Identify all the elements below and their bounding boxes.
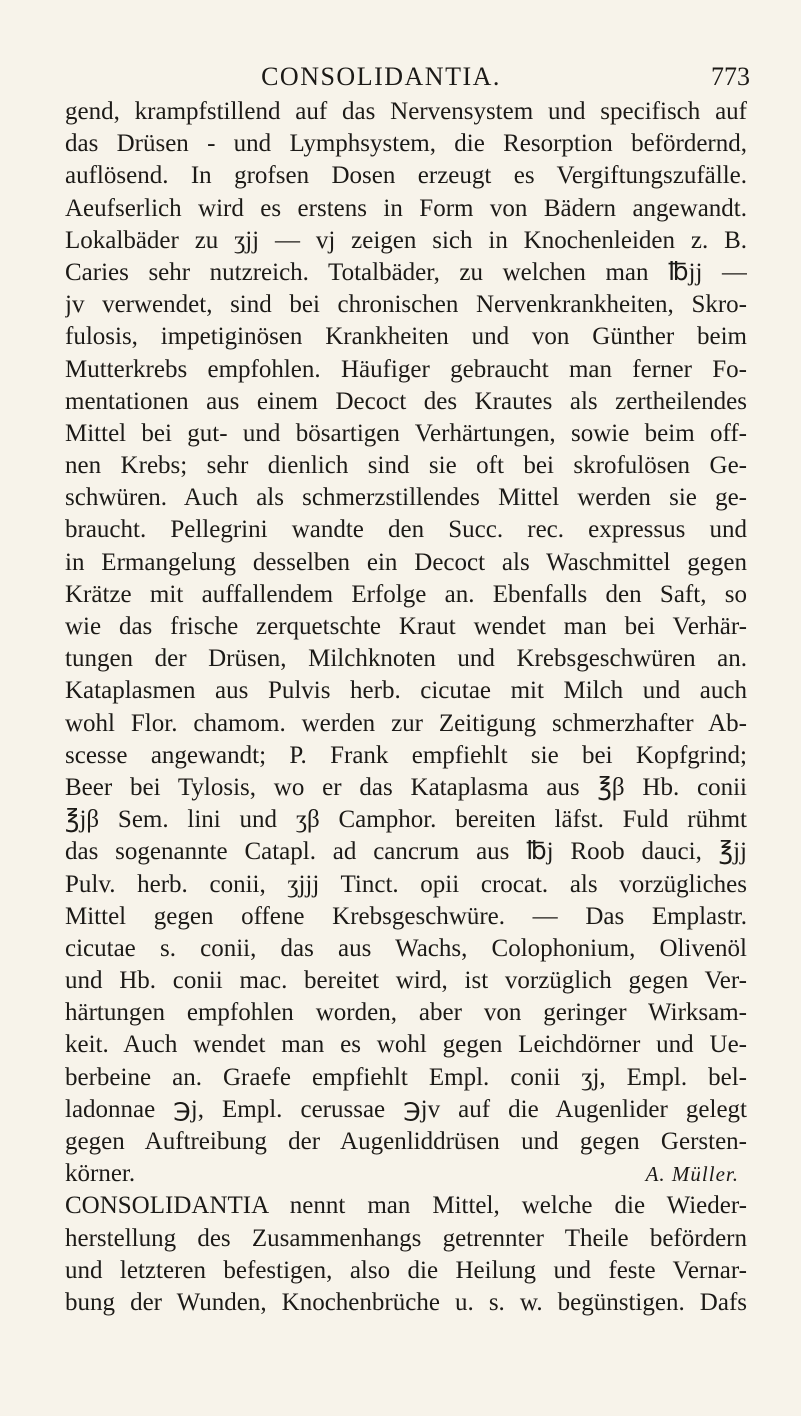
text-line: wohl Flor. chamom. werden zur Zeitigung schmerzhafter Ab- [65,709,747,737]
page-number: 773 [711,62,750,91]
text-line: auflösend. In grofsen Dosen erzeugt es Vergiftungszufälle. [65,162,747,190]
text-line: gend, krampfstillend auf das Nervensystem und specifisch auf [65,98,747,125]
text-line: bung der Wunden, Knochenbrüche u. s. w. begünstigen. Dafs [65,1288,747,1316]
text-line: Krätze mit auffallendem Erfolge an. Ebenfalls den Saft, so [65,580,747,608]
text-line: nen Krebs; sehr dienlich sind sie oft bei skrofulösen Ge- [65,452,747,480]
text-line: und letzteren befestigen, also die Heilung und feste Vernar- [65,1256,747,1284]
text-line: keit. Auch wendet man es wohl gegen Leichdörner und Ue- [65,1031,747,1059]
text-line: tungen der Drüsen, Milchknoten und Krebsgeschwüren an. [65,645,747,673]
text-line: mentationen aus einem Decoct des Krautes als zertheilendes [65,387,747,415]
text-line: in Ermangelung desselben ein Decoct als Waschmittel gegen [65,548,747,576]
text-line: Kataplasmen aus Pulvis herb. cicutae mit Milch und auch [65,677,747,705]
text-line: CONSOLIDANTIA nennt man Mittel, welche die Wieder- [65,1192,747,1220]
text-line: gegen Auftreibung der Augenliddrüsen und gegen Gersten- [65,1128,747,1155]
text-line: ℥jβ Sem. lini und ʒβ Camphor. bereiten läfst. Fuld rühmt [65,806,747,834]
author-signature: A. Müller. [645,1162,739,1187]
text-line-with-signature [65,1158,747,1190]
text-line: das sogenannte Catapl. ad cancrum aus ℔j Roob dauci, ℥jj [65,838,747,866]
text-line: Aeufserlich wird es erstens in Form von Bädern angewandt. [65,194,747,222]
body-text [65,96,747,1319]
page-title: CONSOLIDANTIA. [261,62,501,91]
text-line: ladonnae ℈j, Empl. cerussae ℈jv auf die Augenlider gelegt [65,1095,747,1123]
text-line: braucht. Pellegrini wandte den Succ. rec. expressus und [65,516,747,544]
text-line: schwüren. Auch als schmerzstillendes Mittel werden sie ge- [65,484,747,512]
text-line: scesse angewandt; P. Frank empfiehlt sie bei Kopfgrind; [65,741,747,769]
text-line: wie das frische zerquetschte Kraut wendet man bei Verhär- [65,613,747,640]
text-line: Mittel bei gut- und bösartigen Verhärtungen, sowie beim off- [65,419,747,447]
running-head [0,62,801,94]
text-line: Pulv. herb. conii, ʒjjj Tinct. opii crocat. als vorzügliches [65,870,747,898]
text-line: fulosis, impetiginösen Krankheiten und von Günther beim [65,323,747,351]
text-line: cicutae s. conii, das aus Wachs, Colophonium, Olivenöl [65,934,747,962]
text-line: Lokalbäder zu ʒjj — vj zeigen sich in Knochenleiden z. B. [65,226,747,254]
text-line: Beer bei Tylosis, wo er das Kataplasma aus ℥β Hb. conii [65,773,747,801]
text-line: und Hb. conii mac. bereitet wird, ist vorzüglich gegen Ver- [65,967,747,995]
text-line: das Drüsen - und Lymphsystem, die Resorption befördernd, [65,130,747,158]
text-line: Mittel gegen offene Krebsgeschwüre. — Das Emplastr. [65,902,747,930]
text-line: herstellung des Zusammenhangs getrennter Theile befördern [65,1224,747,1252]
text-line: Mutterkrebs empfohlen. Häufiger gebraucht man ferner Fo- [65,355,747,383]
text-line-content: körner. [65,1160,136,1188]
text-line: berbeine an. Graefe empfiehlt Empl. conii ʒj, Empl. bel- [65,1063,747,1091]
text-line: Caries sehr nutzreich. Totalbäder, zu welchen man ℔jj — [65,258,747,286]
text-line: härtungen empfohlen worden, aber von geringer Wirksam- [65,999,747,1027]
text-line: jv verwendet, sind bei chronischen Nervenkrankheiten, Skro- [65,291,747,319]
